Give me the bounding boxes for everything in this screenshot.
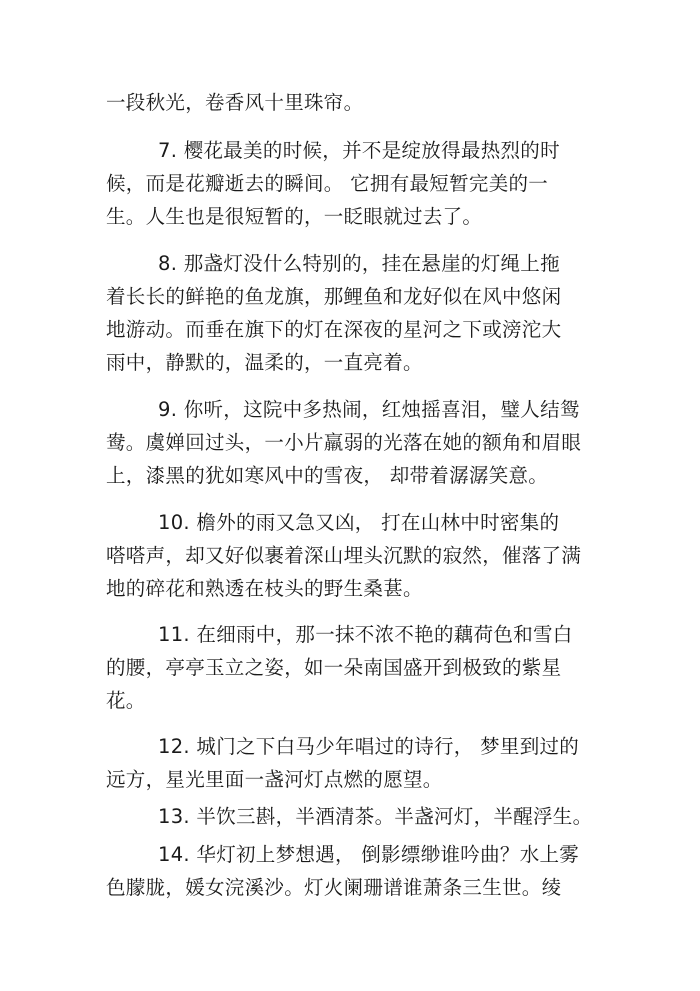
paragraph-8-line-1: 8. 那盏灯没什么特别的，挂在悬崖的灯绳上拖	[158, 252, 560, 275]
paragraph-10-line-2: 嗒嗒声，却又好似裹着深山埋头沉默的寂然，催落了满	[106, 544, 582, 567]
paragraph-11-line-3: 花。	[106, 689, 146, 712]
paragraph-11-line-2: 的腰，亭亭玉立之姿，如一朵南国盛开到极致的紫星	[106, 656, 562, 679]
paragraph-12-line-2: 远方，星光里面一盏河灯点燃的愿望。	[106, 768, 443, 791]
paragraph-10-line-3: 地的碎花和熟透在枝头的野生桑葚。	[106, 577, 423, 600]
paragraph-8-line-4: 雨中，静默的，温柔的，一直亮着。	[106, 351, 423, 374]
paragraph-10-line-1: 10. 檐外的雨又急又凶， 打在山林中时密集的	[158, 511, 560, 534]
paragraph-7-line-1: 7. 樱花最美的时候，并不是绽放得最热烈的时	[158, 139, 560, 162]
paragraph-6-line-1: 一段秋光，卷香风十里珠帘。	[106, 91, 364, 114]
paragraph-9-line-3: 上，漆黑的犹如寒风中的雪夜， 却带着潺潺笑意。	[106, 464, 549, 487]
paragraph-8-line-3: 地游动。而垂在旗下的灯在深夜的星河之下或滂沱大	[106, 318, 562, 341]
paragraph-8-line-2: 着长长的鲜艳的鱼龙旗，那鲤鱼和龙好似在风中悠闲	[106, 285, 562, 308]
paragraph-7-line-2: 候，而是花瓣逝去的瞬间。 它拥有最短暂完美的一	[106, 172, 549, 195]
paragraph-14-line-1: 14. 华灯初上梦想遇， 倒影缥缈谁吟曲？水上雾	[158, 843, 580, 866]
paragraph-11-line-1: 11. 在细雨中，那一抹不浓不艳的藕荷色和雪白	[158, 623, 573, 646]
paragraph-7-line-3: 生。人生也是很短暂的，一眨眼就过去了。	[106, 205, 483, 228]
paragraph-9-line-1: 9. 你听，这院中多热闹，红烛摇喜泪，璧人结鸳	[158, 398, 580, 421]
paragraph-12-line-1: 12. 城门之下白马少年唱过的诗行， 梦里到过的	[158, 735, 580, 758]
paragraph-14-line-2: 色朦胧，媛女浣溪沙。灯火阑珊谱谁萧条三生世。绫	[106, 876, 562, 899]
paragraph-13-line-1: 13. 半饮三斟，半酒清茶。半盏河灯，半醒浮生。	[158, 805, 593, 828]
paragraph-9-line-2: 鸯。虞婵回过头，一小片羸弱的光落在她的额角和眉眼	[106, 431, 582, 454]
